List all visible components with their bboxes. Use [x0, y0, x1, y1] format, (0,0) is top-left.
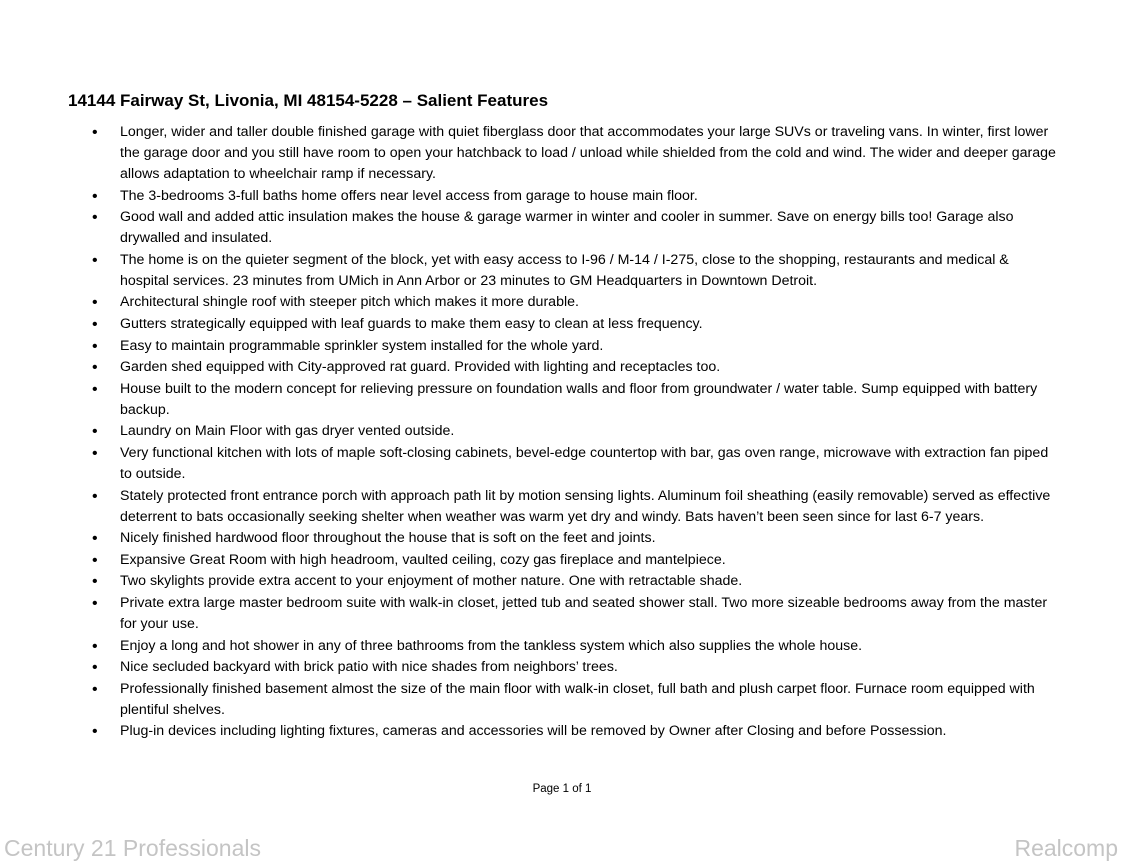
feature-item-foundation: • House built to the modern concept for relieving pressure on foundation walls and floor from groundwater / water table. Sump equipped with battery backup.: [0, 379, 1060, 421]
feature-item-hardwood: • Nicely finished hardwood floor throughout the house that is soft on the feet and joints.: [0, 528, 1060, 549]
feature-item-porch: • Stately protected front entrance porch with approach path lit by motion sensing lights. Aluminum foil sheathing (easily removable) served as effective deterrent to bats occasionally seeking shelter when weather was warm yet dry and windy. Bats haven’t been seen since for last 6-7 years.: [0, 486, 1060, 528]
watermark-mls: Realcomp: [1014, 835, 1118, 861]
feature-item-laundry: • Laundry on Main Floor with gas dryer vented outside.: [0, 421, 1060, 442]
feature-item-basement: • Professionally finished basement almost the size of the main floor with walk-in closet, full bath and plush carpet floor. Furnace room equipped with plentiful shelves.: [0, 679, 1060, 721]
feature-item-backyard: • Nice secluded backyard with brick patio with nice shades from neighbors’ trees.: [0, 657, 1060, 678]
feature-item-kitchen: • Very functional kitchen with lots of maple soft-closing cabinets, bevel-edge countertop with bar, gas oven range, microwave with extraction fan piped to outside.: [0, 443, 1060, 485]
feature-item-garden-shed: • Garden shed equipped with City-approved rat guard. Provided with lighting and receptacles too.: [0, 357, 1060, 378]
feature-item-roof: • Architectural shingle roof with steeper pitch which makes it more durable.: [0, 292, 1060, 313]
feature-item-shower: • Enjoy a long and hot shower in any of three bathrooms from the tankless system which also supplies the whole house.: [0, 636, 1060, 657]
feature-list: [0, 122, 1124, 743]
feature-item-location: • The home is on the quieter segment of the block, yet with easy access to I-96 / M-14 / I-275, close to the shopping, restaurants and medical & hospital services. 23 minutes from UMich in Ann Arbor or 23 minutes to GM Headquarters in Downtown Detroit.: [0, 250, 1060, 292]
feature-item-bedrooms: • The 3-bedrooms 3-full baths home offers near level access from garage to house main floor.: [0, 186, 1060, 207]
feature-item-great-room: • Expansive Great Room with high headroom, vaulted ceiling, cozy gas fireplace and mantelpiece.: [0, 550, 1060, 571]
feature-item-master-suite: • Private extra large master bedroom suite with walk-in closet, jetted tub and seated shower stall. Two more sizeable bedrooms away from the master for your use.: [0, 593, 1060, 635]
document-title: 14144 Fairway St, Livonia, MI 48154-5228 – Salient Features: [68, 91, 549, 110]
feature-item-skylights: • Two skylights provide extra accent to your enjoyment of mother nature. One with retractable shade.: [0, 571, 1060, 592]
watermark-brokerage: Century 21 Professionals: [4, 835, 261, 861]
feature-item-sprinkler: • Easy to maintain programmable sprinkler system installed for the whole yard.: [0, 336, 1060, 357]
feature-item-gutters: • Gutters strategically equipped with leaf guards to make them easy to clean at less frequency.: [0, 314, 1060, 335]
feature-item-plug-in-devices: • Plug-in devices including lighting fixtures, cameras and accessories will be removed by Owner after Closing and before Possession.: [0, 721, 1060, 742]
feature-item-insulation: • Good wall and added attic insulation makes the house & garage warmer in winter and cooler in summer. Save on energy bills too! Garage also drywalled and insulated.: [0, 207, 1060, 249]
feature-item-garage: • Longer, wider and taller double finished garage with quiet fiberglass door that accommodates your large SUVs or traveling vans. In winter, first lower the garage door and you still have room to open your hatchback to load / unload while shielded from the cold and wind. The wider and deeper garage allows adaptation to wheelchair ramp if necessary.: [0, 122, 1060, 185]
page-number: Page 1 of 1: [532, 783, 592, 795]
